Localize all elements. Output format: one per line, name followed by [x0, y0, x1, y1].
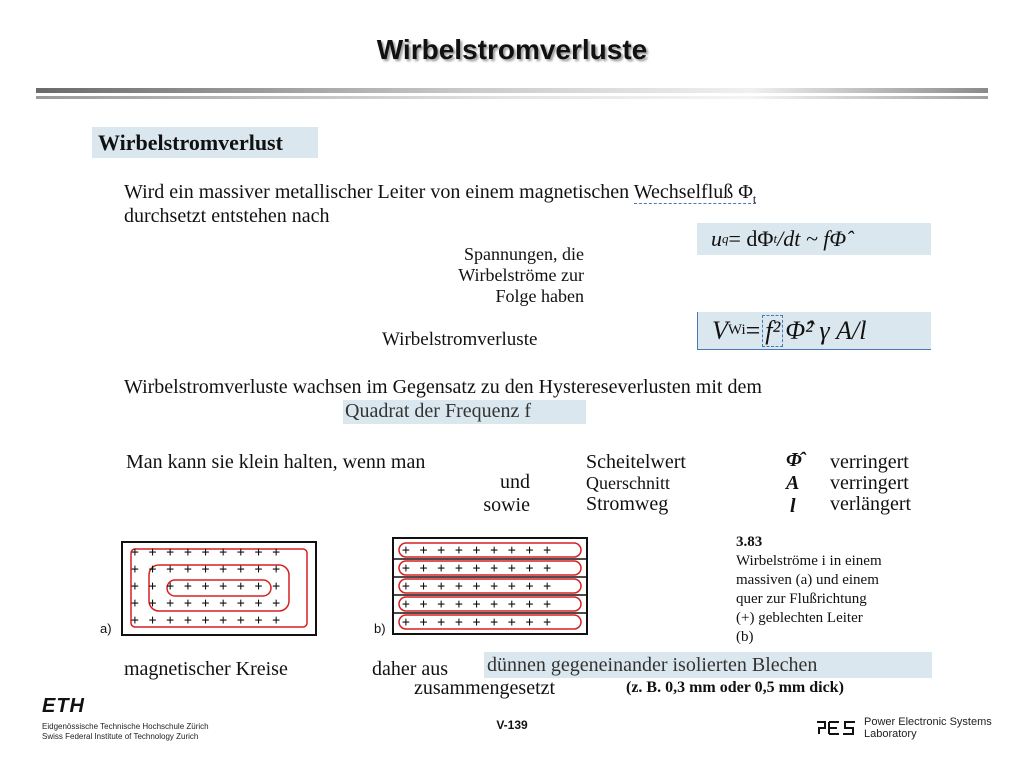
intro-text-1a: Wird ein massiver metallischer Leiter [124, 181, 426, 203]
bottom-left-text: magnetischer Kreise [124, 658, 288, 680]
eddy-loss-formula: V Wi = f² Φ̂² γ A/l [697, 312, 931, 350]
flux-marks-b: + + + + + + + + + + + + + + + + + + + + + + + + + + + + + + + + + + + + + + + + + + + + + [402, 543, 553, 630]
intro-line-2: durchsetzt entstehen nach [124, 205, 330, 227]
bottom-assembled-text: zusammengesetzt [414, 677, 556, 699]
lamination-thickness-note: (z. B. 0,3 mm oder 0,5 mm dick) [626, 679, 844, 696]
symbol-area: A [786, 472, 800, 494]
voltage-label: Spannungen, die Wirbelströme zur Folge haben [458, 244, 584, 306]
figure-laminated-conductor [392, 537, 588, 635]
reduce-line-1: Man kann sie klein halten, wenn man [126, 451, 426, 473]
eth-logo: ETH [42, 695, 85, 717]
thin-laminations-highlight: dünnen gegeneinander isolierten Blechen [484, 652, 932, 678]
figure-number: 3.83 [736, 534, 763, 550]
figure-a-label: a) [100, 621, 112, 636]
figure-b-label: b) [374, 621, 386, 636]
frequency-squared-highlight: Quadrat der Frequenz f [343, 400, 586, 424]
pes-logo-icon [815, 718, 859, 743]
title-divider-secondary [36, 96, 988, 99]
reduce-also: sowie [483, 494, 530, 516]
figure-caption: 3.83 Wirbelströme i in einem massiven (a) und einem quer zur Flußrichtung (+) geblechten Leiter (b) [736, 533, 932, 647]
induced-voltage-formula: u q = dΦ t /dt ~ fΦ̂ [697, 223, 931, 255]
symbol-length: l [790, 495, 796, 517]
reduce-item-current-path: Stromweg [586, 493, 669, 515]
symbol-flux-peak: Φ̂ [786, 449, 802, 471]
bottom-mid-text: daher aus [372, 658, 449, 680]
losses-label: Wirbelstromverluste [382, 329, 538, 350]
reduce-action-2: verringert [830, 472, 909, 494]
reduce-action-1: verringert [830, 451, 909, 473]
slide-title: Wirbelstromverluste [376, 34, 648, 65]
intro-text-1b: von einem magnetischen [430, 181, 630, 203]
reduce-item-peak: Scheitelwert [586, 451, 686, 473]
reduce-action-3: verlängert [830, 493, 912, 515]
section-heading: Wirbelstromverlust [92, 127, 318, 158]
page-number: V-139 [496, 718, 528, 732]
figure-solid-conductor [121, 541, 317, 636]
lab-name: Power Electronic Systems Laboratory [864, 716, 992, 740]
flux-marks-a: + + + + + + + + + + + + + + + + + + + + + + + + + + + + + + + + + + + + + + + + + + + + + [131, 545, 282, 628]
reduce-item-cross-section: Querschnitt [586, 473, 670, 493]
growth-line-1: Wirbelstromverluste wachsen im Gegensatz zu den Hystereseverlusten mit dem [124, 376, 762, 398]
alternating-flux-term: Wechselfluß $\Phi_t$ [633, 181, 757, 206]
reduce-and: und [500, 471, 530, 493]
frequency-squared-term: f² [762, 315, 783, 347]
title-divider [36, 88, 988, 93]
eth-subtitle: Eidgenössische Technische Hochschule Zürich Swiss Federal Institute of Technology Zurich [42, 722, 209, 741]
